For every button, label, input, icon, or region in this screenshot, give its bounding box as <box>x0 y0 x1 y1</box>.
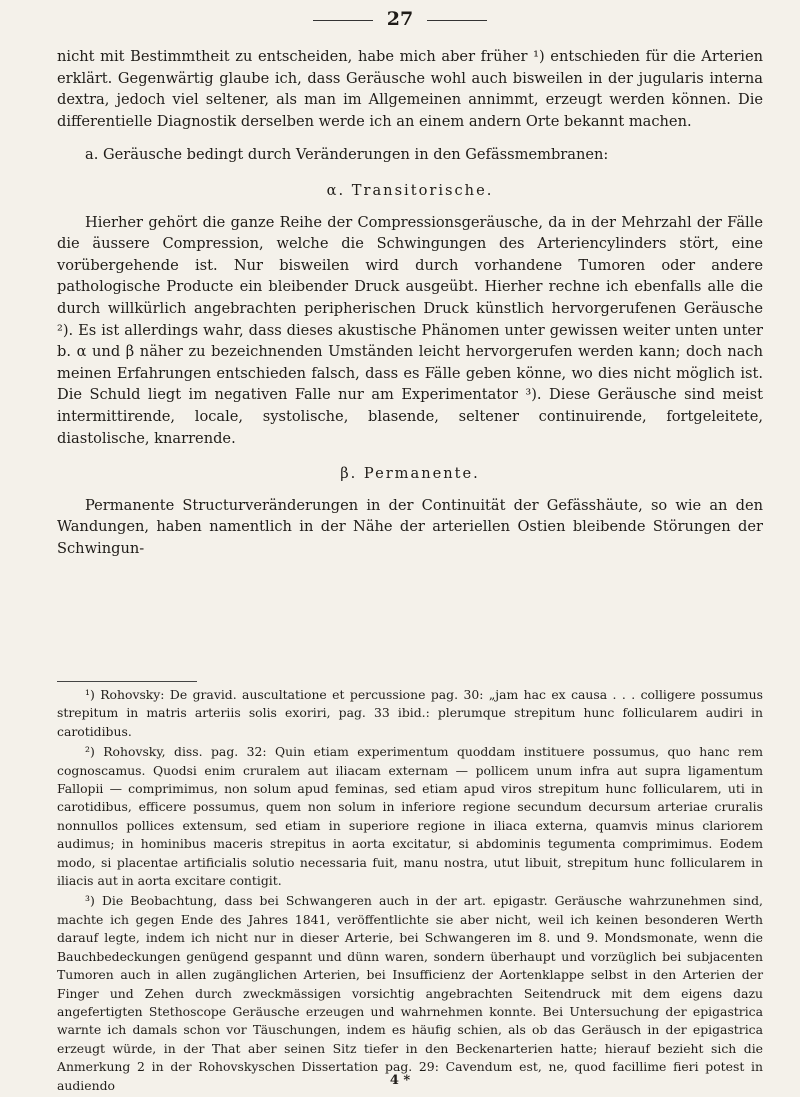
right-dash <box>427 20 487 21</box>
left-dash <box>313 20 373 21</box>
footnote-3: ³) Die Beobachtung, dass bei Schwangeren auch in der art. epigastr. Geräusche wahrzunehmen sind, machte ich gegen Ende des Jahres 1841, veröffentlichte sie aber nicht, weil ich keinen besonderen Werth darauf legte, indem ich nicht nur in dieser Arterie, bei Schwangeren im 8. und 9. Mondsmonate, wenn die Bauchbedeckungen genügend gespannt und dünn waren, sondern überhaupt und vorzüglich bei subjacenten Tumoren auch in allen zugänglichen Arterien, bei Insufficienz der Aortenklappe selbst in den Arterien der Finger und Zehen durch zweckmässigen vorsichtig angebrachten Seitendruck mit dem eigens dazu angefertigten Stethoscope Geräusche erzeugen und wahrnehmen konnte. Bei Untersuchung der epigastrica warnte ich damals schon vor Täuschungen, indem es häufig schien, als ob das Geräusch in der epigastrica erzeugt würde, in der That aber seinen Sitz tiefer in den Beckenarterien hatte; hierauf bezieht sich die Anmerkung 2 in der Rohovskyschen Dissertation pag. 29: Cavendum est, ne, quod facillime fieri potest in audiendo <box>57 893 763 1093</box>
subheading-transitorische: α. Transitorische. <box>326 181 494 199</box>
page-number <box>0 8 800 30</box>
footnotes <box>57 686 763 1095</box>
page-number-text: 27 <box>386 8 414 30</box>
section-heading-a: a. Geräusche bedingt durch Veränderungen in den Gefässmembranen: <box>85 146 609 164</box>
subheading-permanente: β. Permanente. <box>340 465 480 483</box>
footnote-1: ¹) Rohovsky: De gravid. auscultatione et percussione pag. 30: „jam hac ex causa . . . colligere possumus strepitum in matris arteriis solis exoriri, pag. 33 ibid.: plerumque strepitum hunc follicularem audiri in carotidibus. <box>57 687 763 739</box>
paragraph-permanente: Permanente Structurveränderungen in der Continuität der Gefässhäute, so wie an den Wandungen, haben namentlich in der Nähe der arteriellen Ostien bleibende Störungen der Schwingun- <box>57 496 763 557</box>
footnote-divider <box>57 681 197 682</box>
paragraph-intro: nicht mit Bestimmtheit zu entscheiden, habe mich aber früher ¹) entschieden für die Arterien erklärt. Gegenwärtig glaube ich, dass Geräusche wohl auch bisweilen in der jugularis interna dextra, jedoch viel seltener, als man im Allgemeinen annimmt, erzeugt werden können. Die differentielle Diagnostik derselben werde ich an einem andern Orte bekannt machen. <box>57 48 763 130</box>
signature-mark: 4 * <box>389 1073 411 1088</box>
paragraph-transitorische: Hierher gehört die ganze Reihe der Compressionsgeräusche, da in der Mehrzahl der Fälle die äussere Compression, welche die Schwingungen des Arteriencylinders stört, eine vorübergehende ist. Nur bisweilen wird durch vorhandene Tumoren oder andere pathologische Producte ein bleibender Druck ausgeübt. Hierher rechne ich ebenfalls alle die durch willkürlich angebrachten peripherischen Druck künstlich hervorgerufenen Geräusche ²). Es ist allerdings wahr, dass dieses akustische Phänomen unter gewissen weiter unten unter b. α und β näher zu bezeichnenden Umständen leicht hervorgerufen werden kann; doch nach meinen Erfahrungen entschieden falsch, dass es Fälle geben könne, wo dies nicht möglich ist. Die Schuld liegt im negativen Falle nur am Experimentator ³). Diese Geräusche sind meist intermittirende, locale, systolische, blasende, seltener continuirende, fortgeleitete, diastolische, knarrende. <box>57 213 763 447</box>
main-text <box>57 46 763 559</box>
footnote-2: ²) Rohovsky, diss. pag. 32: Quin etiam experimentum quoddam instituere possumus, quo hanc rem cognoscamus. Quodsi enim cruralem aut iliacam externam — pollicem unum infra aut supra ligamentum Fallopii — comprimimus, non solum apud feminas, sed etiam apud viros strepitum hunc follicularem, uti in carotidibus, efficere possumus, quem non solum in inferiore regione secundum decursum arteriae cruralis nonnullos pollices extensum, sed etiam in superiore regione in iliaca externa, quamvis minus clariorem audimus; in hominibus maceris strepitus in aorta excitatur, si abdominis tegumenta comprimimus. Eodem modo, si placentae artificialis solutio necessaria fuit, manu nostra, utut libuit, strepitum hunc follicularem in iliacis aut in aorta excitare contigit. <box>57 744 763 889</box>
